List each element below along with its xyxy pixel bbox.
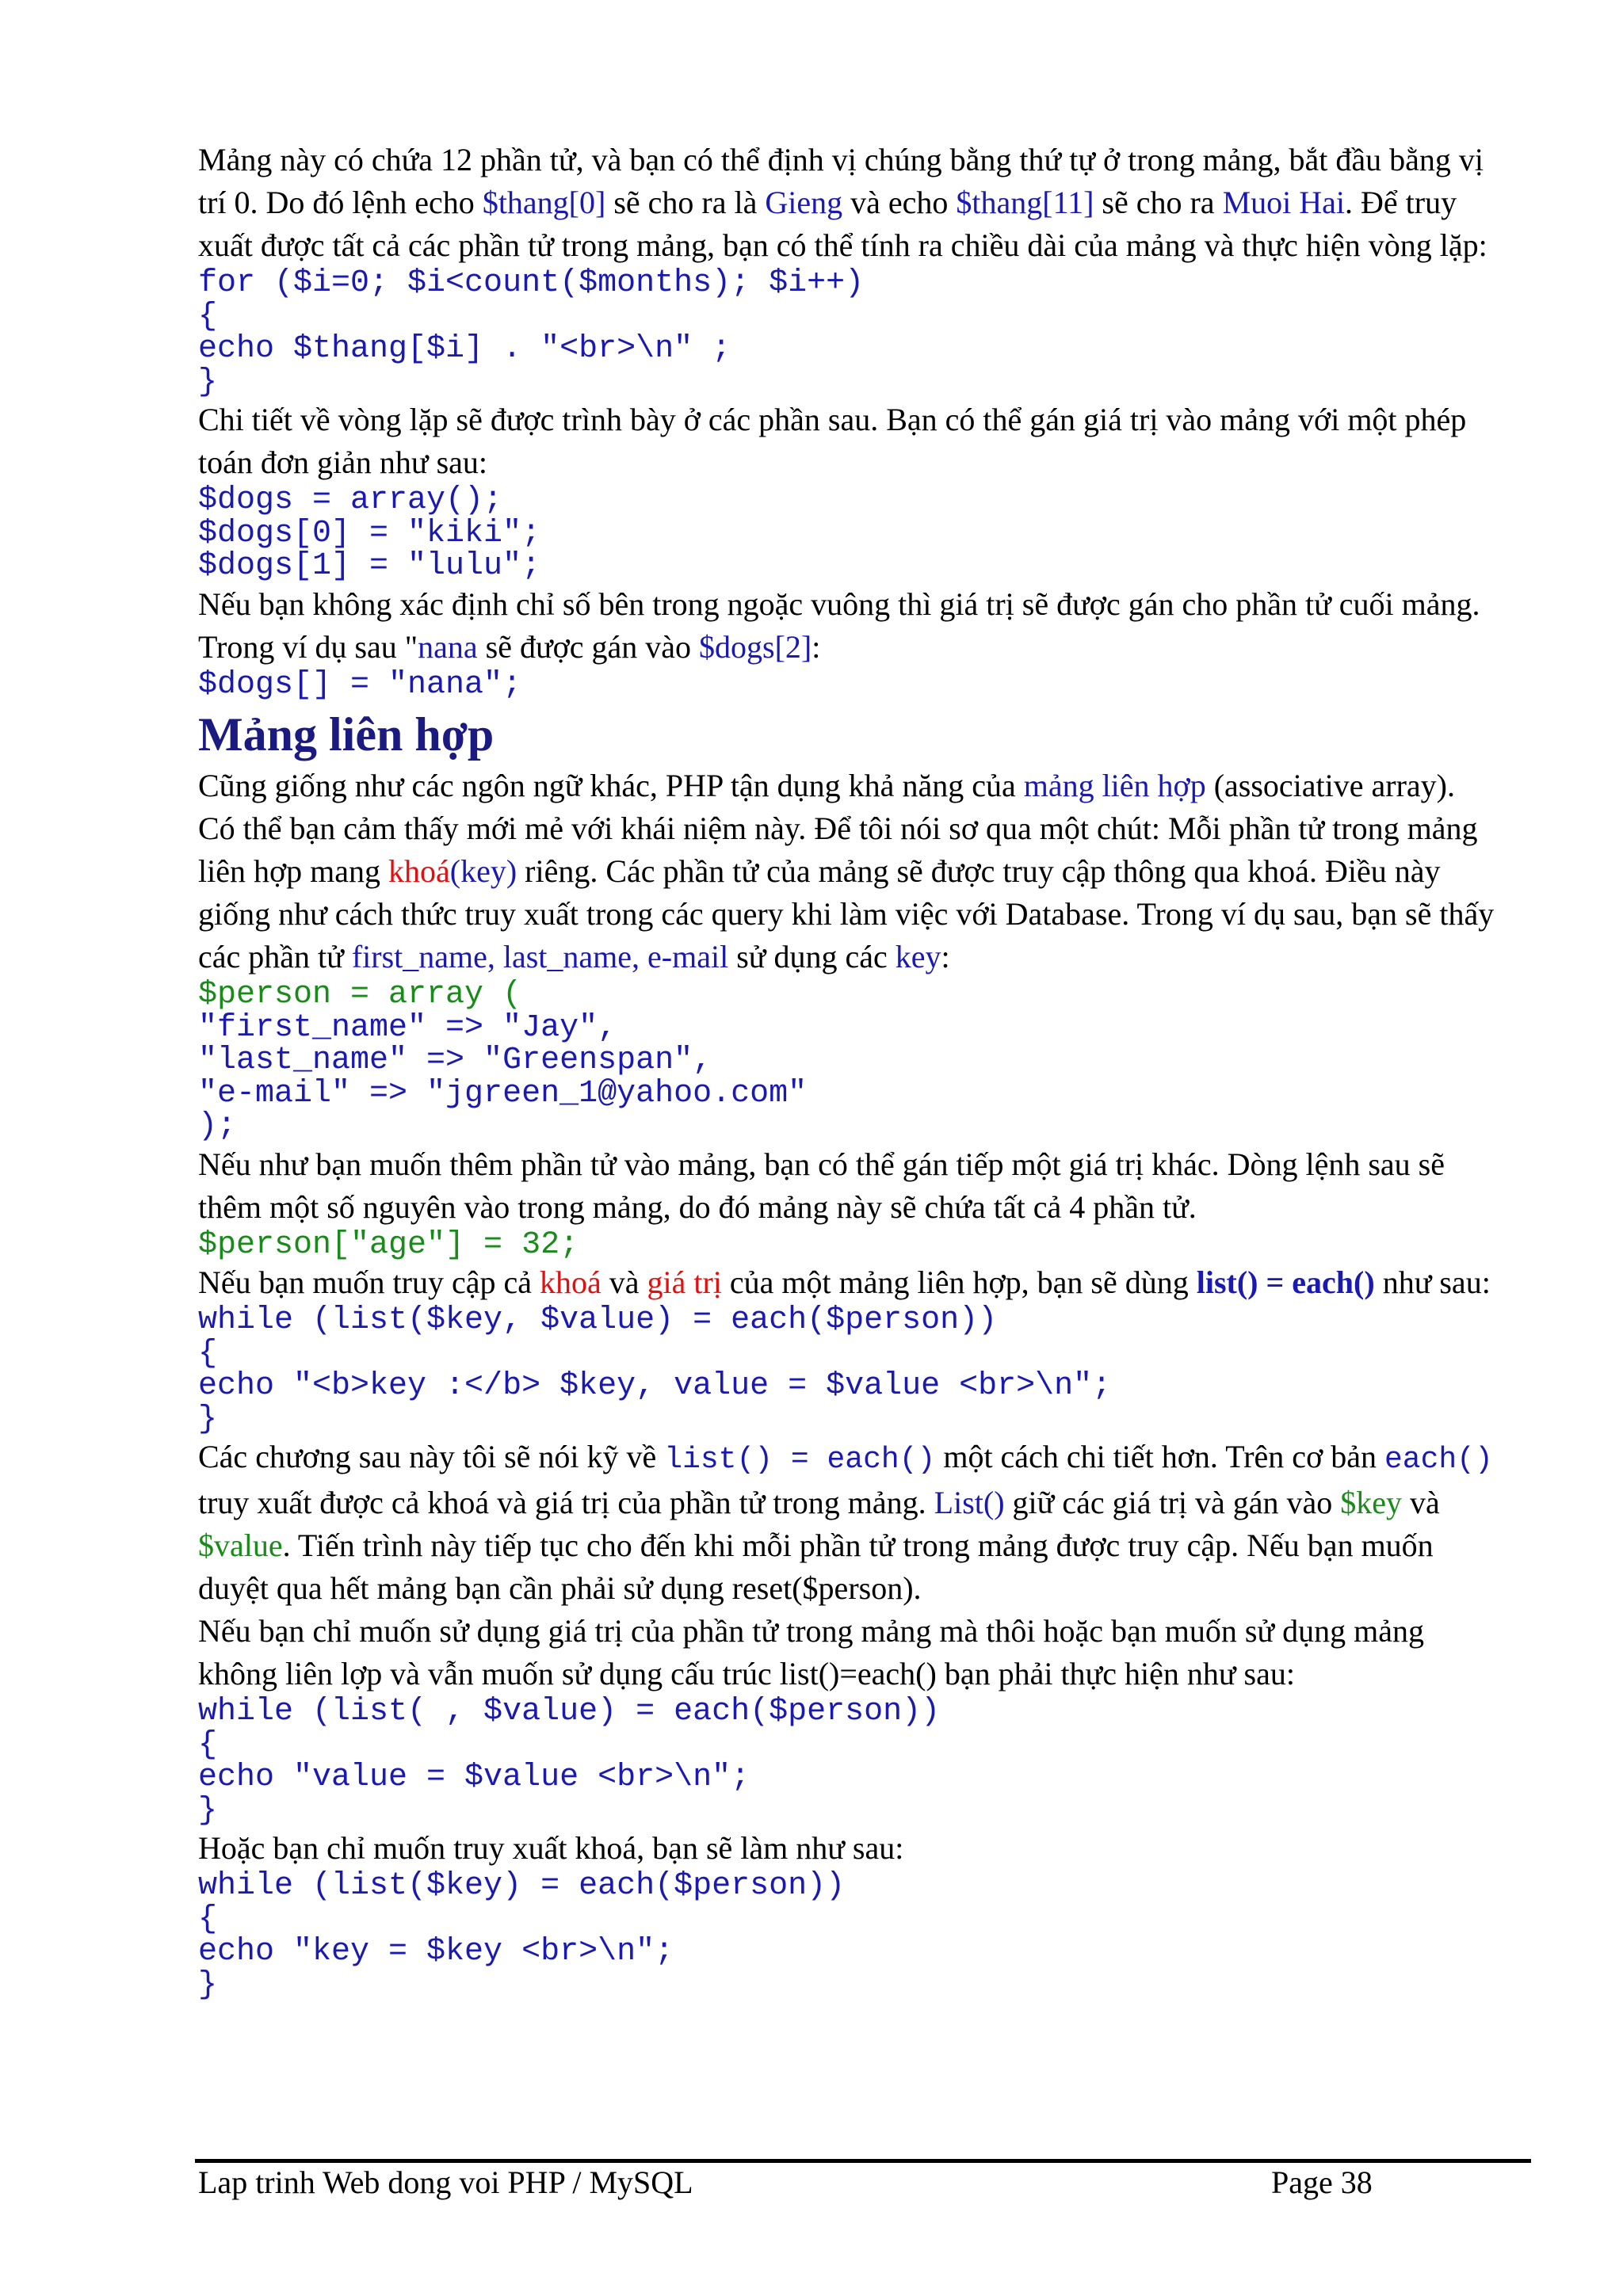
- code-line: for ($i=0; $i<count($months); $i++): [198, 265, 865, 301]
- text: Cũng giống như các ngôn ngữ khác, PHP tận dụng khả năng của: [198, 768, 1024, 803]
- term: $value: [198, 1527, 283, 1563]
- code-line: {: [198, 1901, 218, 1937]
- term: (key): [449, 853, 517, 889]
- code-line: $dogs[0] = "kiki";: [198, 515, 541, 551]
- text: . Tiến trình này tiếp tục cho đến khi mỗi phần tử trong mảng được truy cập. Nếu bạn muốn duyệt qua hết mảng bạn cần phải sử dụng reset($person).: [198, 1527, 1434, 1606]
- paragraph-add-element: Nếu như bạn muốn thêm phần tử vào mảng, bạn có thể gán tiếp một giá trị khác. Dòng lệnh sau sẽ thêm một số nguyên vào trong mảng, do đó mảng này sẽ chứa tất cả 4 phần tử.: [198, 1146, 1445, 1225]
- code-line: }: [198, 1401, 218, 1437]
- code-line: while (list( , $value) = each($person)): [198, 1694, 941, 1730]
- text: của một mảng liên hợp, bạn sẽ dùng: [721, 1264, 1197, 1300]
- value-ref: Gieng: [765, 185, 843, 220]
- term: list() = each(): [1196, 1264, 1375, 1300]
- text: :: [812, 628, 821, 665]
- text: giữ các giá trị và gán vào: [1004, 1485, 1341, 1520]
- code-line: $dogs[1] = "lulu";: [198, 548, 541, 584]
- section-heading: Mảng liên hợp: [198, 708, 495, 761]
- code-block-while-value: [198, 1695, 1498, 1827]
- page-number: Page 38: [1271, 2164, 1373, 2200]
- code-line: $dogs[] = "nana";: [198, 666, 522, 703]
- text: sẽ cho ra: [1094, 185, 1223, 220]
- code-line: "first_name" => "Jay",: [198, 1009, 617, 1046]
- code-line: echo "key = $key <br>\n";: [198, 1934, 674, 1970]
- code-line: );: [198, 1108, 237, 1144]
- text: truy xuất được cả khoá và giá trị của phần tử trong mảng.: [198, 1485, 934, 1520]
- code-line: }: [198, 1792, 218, 1829]
- text: Các chương sau này tôi sẽ nói kỹ về: [198, 1439, 665, 1474]
- term: first_name, last_name, e-mail: [351, 939, 729, 974]
- code-line: {: [198, 1335, 218, 1371]
- inline-code: each(): [1384, 1443, 1493, 1477]
- term-value: giá trị: [647, 1264, 722, 1300]
- code-line: echo $thang[$i] . "<br>\n" ;: [198, 331, 731, 367]
- code-line: }: [198, 364, 218, 400]
- text: Mảng này có chứa 12 phần tử, và bạn có thể định vị chúng bằng thứ tự ở trong mảng, bắt đầu bằng vị trí 0. Do đó lệnh echo: [198, 142, 1484, 220]
- code-line: $person["age"] = 32;: [198, 1226, 579, 1263]
- code-ref: $thang[0]: [482, 185, 606, 220]
- code-line: "e-mail" => "jgreen_1@yahoo.com": [198, 1075, 808, 1112]
- text: và: [1402, 1485, 1440, 1520]
- code-line: {: [198, 298, 218, 334]
- code-block-while-key-value: [198, 1304, 1498, 1436]
- code-line: echo "value = $value <br>\n";: [198, 1760, 750, 1795]
- code-block-for-loop: [198, 267, 1498, 399]
- paragraph-associative: [198, 765, 1498, 978]
- text: (associative array). Có thể bạn cảm thấy mới mẻ với khái niệm này. Để tôi nói sơ qua một chút: Mỗi phần tử trong mảng liên hợp mang: [198, 768, 1478, 889]
- paragraph-values-only: Nếu bạn chỉ muốn sử dụng giá trị của phần tử trong mảng mà thôi hoặc bạn muốn sử dụng mảng không liên lợp và vẫn muốn sử dụng cấu trúc list()=each() bạn phải thực hiện như sau:: [198, 1613, 1424, 1691]
- text: Nếu bạn muốn truy cập cả: [198, 1264, 540, 1300]
- term: $key: [1340, 1485, 1403, 1520]
- code-line: {: [198, 1726, 218, 1763]
- footer-title: Lap trinh Web dong voi PHP / MySQL: [198, 2164, 693, 2200]
- text: riêng. Các phần tử của mảng sẽ được truy cập thông qua khoá. Điều này giống như cách thức truy xuất trong các query khi làm việc với Database. Trong ví dụ sau, bạn sẽ thấy các phần tử: [198, 853, 1495, 974]
- paragraph-keys-only: Hoặc bạn chỉ muốn truy xuất khoá, bạn sẽ làm như sau:: [198, 1830, 904, 1866]
- text: Nếu bạn không xác định chỉ số bên trong ngoặc vuông thì giá trị sẽ được gán cho phần tử cuối mảng. Trong ví dụ sau ": [198, 585, 1480, 665]
- code-line: $dogs = array();: [198, 482, 503, 518]
- text: một cách chi tiết hơn. Trên cơ bản: [935, 1439, 1384, 1474]
- inline-code: list() = each(): [664, 1443, 936, 1477]
- code-ref: $dogs[2]: [699, 628, 812, 665]
- text: sử dụng các: [728, 939, 896, 974]
- text: sẽ được gán vào: [477, 628, 700, 665]
- term: mảng liên hợp: [1023, 768, 1206, 803]
- value-ref: Muoi Hai: [1222, 185, 1345, 220]
- paragraph-array-intro: [198, 139, 1498, 267]
- paragraph-assign: Chi tiết về vòng lặp sẽ được trình bày ở các phần sau. Bạn có thể gán giá trị vào mảng với một phép toán đơn giản như sau:: [198, 402, 1467, 480]
- code-block-dogs: [198, 484, 1498, 583]
- term-key: khoá: [539, 1264, 601, 1300]
- code-ref: $thang[11]: [956, 185, 1094, 220]
- text: . Để truy xuất được tất cả các phần tử trong mảng, bạn có thể tính ra chiều dài của mảng và thực hiện vòng lặp:: [198, 185, 1487, 263]
- text: như sau:: [1374, 1264, 1491, 1300]
- code-line: while (list($key, $value) = each($person)): [198, 1302, 998, 1338]
- text: :: [941, 939, 950, 974]
- term: List(): [934, 1485, 1005, 1520]
- code-block-while-key: [198, 1870, 1498, 2001]
- code-block-age: [198, 1226, 1498, 1263]
- code-line: $person = array (: [198, 977, 522, 1013]
- text: sẽ cho ra là: [605, 185, 766, 220]
- code-line: while (list($key) = each($person)): [198, 1868, 846, 1904]
- document-page: [198, 139, 1498, 2001]
- code-line: echo "<b>key :</b> $key, value = $value <br>\n";: [198, 1368, 1112, 1404]
- value-ref: nana: [418, 628, 478, 665]
- paragraph-list-each: [198, 1261, 1498, 1304]
- text: và echo: [842, 185, 957, 220]
- term: key: [895, 939, 941, 974]
- code-block-person: [198, 978, 1498, 1143]
- code-block-append: [198, 666, 1498, 703]
- text: và: [601, 1264, 647, 1300]
- paragraph-explanation: [198, 1436, 1498, 1610]
- code-line: }: [198, 1966, 218, 2003]
- term-key: khoá: [388, 853, 450, 889]
- paragraph-append: [198, 583, 1498, 669]
- code-line: "last_name" => "Greenspan",: [198, 1043, 712, 1078]
